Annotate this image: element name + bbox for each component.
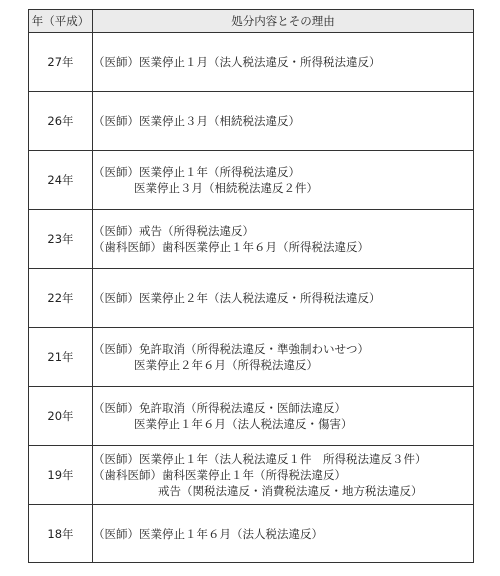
table-row (29, 210, 474, 269)
detail-line: （医師）医業停止２年（法人税法違反・所得税法違反） (93, 291, 381, 305)
detail-line: （医師）医業停止３月（相続税法違反） (93, 114, 300, 128)
detail-line: （医師）医業停止１月（法人税法違反・所得税法違反） (93, 55, 381, 69)
year-cell: 18年 (29, 505, 93, 563)
detail-line: 医業停止３月（相続税法違反２件） (134, 181, 318, 195)
table-row (29, 387, 474, 446)
table-row (29, 269, 474, 328)
detail-cell (93, 269, 474, 328)
year-cell: 23年 (29, 210, 93, 269)
detail-line: （医師）医業停止１年６月（法人税法違反） (93, 526, 323, 541)
detail-line: （医師）免許取消（所得税法違反・準強制わいせつ） (93, 342, 369, 356)
detail-line: （医師）医業停止１年（所得税法違反） (93, 165, 300, 179)
detail-line: （医師）戒告（所得税法違反） (93, 224, 254, 238)
year-cell: 20年 (29, 387, 93, 446)
detail-cell (93, 92, 474, 151)
disciplinary-table (28, 9, 474, 563)
year-cell: 22年 (29, 269, 93, 328)
table-row (29, 505, 474, 563)
detail-cell (93, 33, 474, 92)
detail-cell (93, 505, 474, 563)
detail-cell (93, 446, 474, 505)
detail-line: 医業停止１年６月（法人税法違反・傷害） (134, 417, 353, 431)
detail-line: 戒告（関税法違反・消費税法違反・地方税法違反） (158, 484, 423, 498)
table-row (29, 92, 474, 151)
table-row (29, 446, 474, 505)
detail-cell (93, 151, 474, 210)
detail-cell (93, 210, 474, 269)
detail-cell (93, 387, 474, 446)
detail-line: （歯科医師）歯科医業停止１年（所得税法違反） (93, 468, 346, 482)
header-row (29, 10, 474, 33)
year-cell: 19年 (29, 446, 93, 505)
detail-line: （医師）医業停止１年（法人税法違反１件 所得税法違反３件） (93, 452, 427, 466)
detail-line: 医業停止２年６月（所得税法違反） (134, 358, 318, 372)
year-column-header: 年（平成） (29, 10, 93, 33)
table-row (29, 33, 474, 92)
detail-column-header: 処分内容とその理由 (93, 10, 474, 33)
year-cell: 21年 (29, 328, 93, 387)
detail-line: （歯科医師）歯科医業停止１年６月（所得税法違反） (93, 240, 369, 254)
detail-line: （医師）免許取消（所得税法違反・医師法違反） (93, 401, 346, 415)
table-row (29, 328, 474, 387)
year-cell: 26年 (29, 92, 93, 151)
table-row (29, 151, 474, 210)
detail-cell (93, 328, 474, 387)
year-cell: 24年 (29, 151, 93, 210)
year-cell: 27年 (29, 33, 93, 92)
